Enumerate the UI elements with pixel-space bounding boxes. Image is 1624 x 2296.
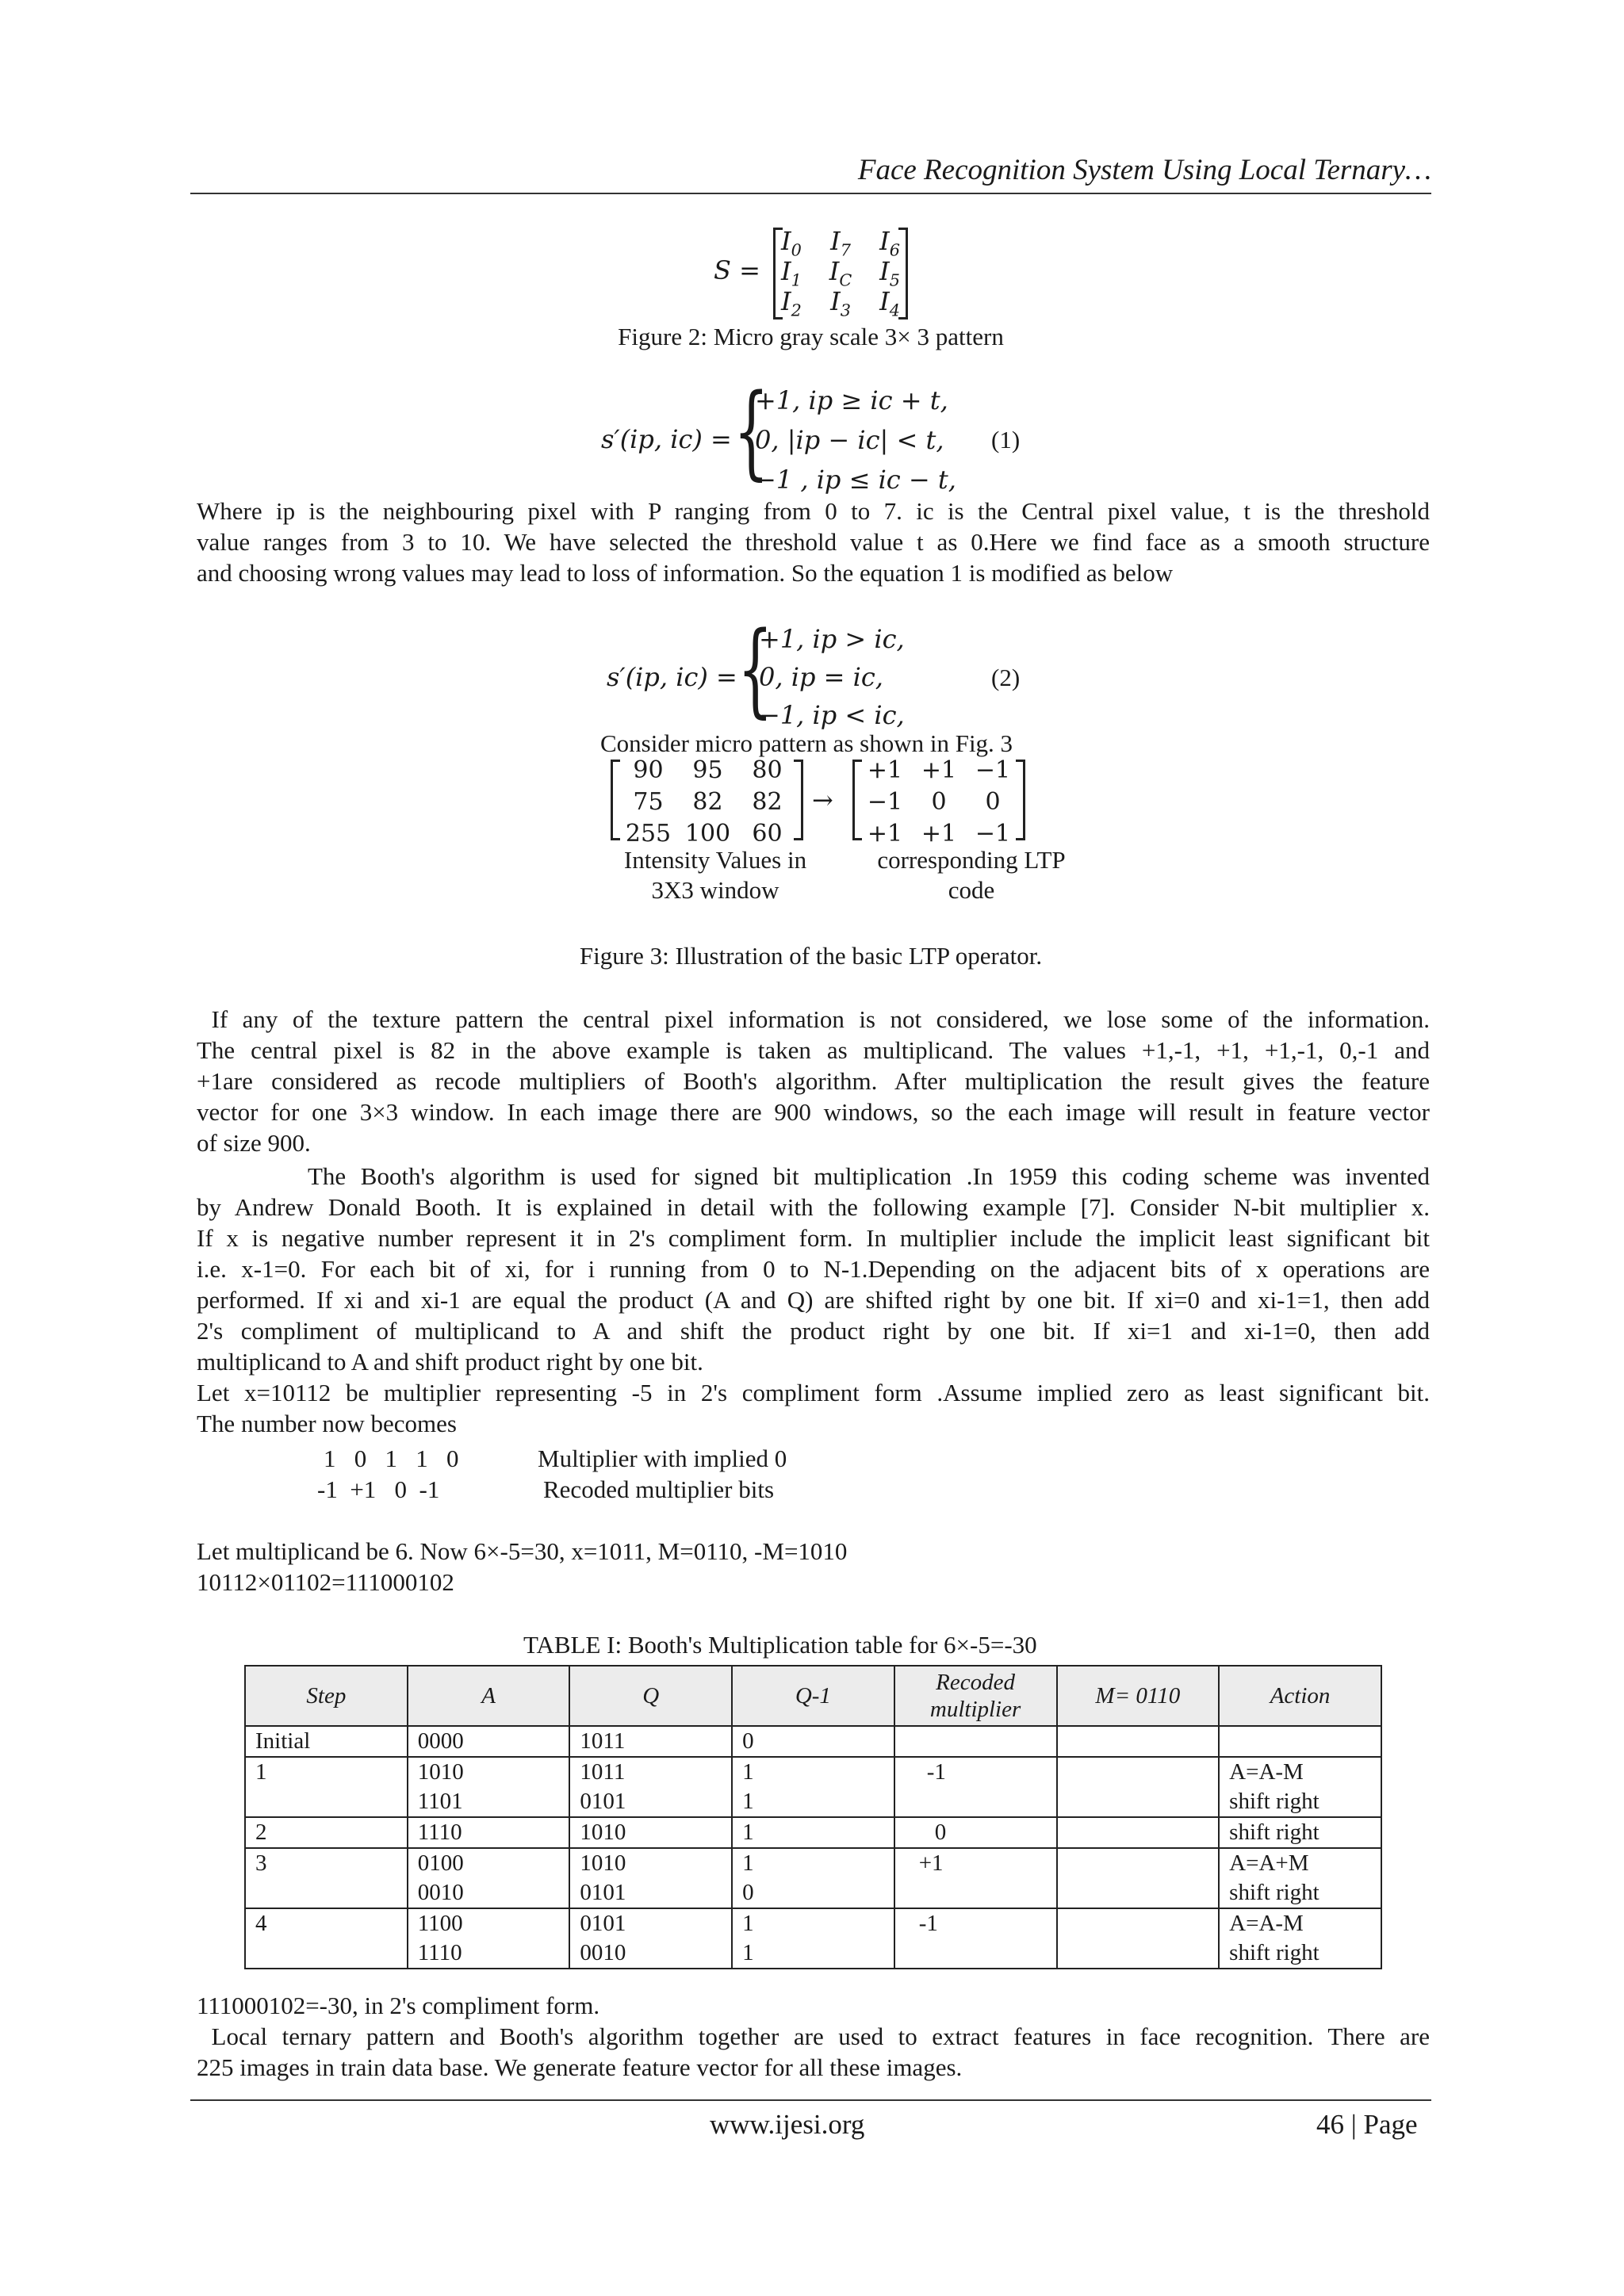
cell-action: shift right [1219, 1817, 1381, 1848]
cell-a: 1010 [408, 1757, 570, 1787]
intensity-cell: 100 [684, 820, 731, 848]
cell-action: shift right [1219, 1938, 1381, 1969]
fig3-caption: Figure 3: Illustration of the basic LTP operator. [579, 942, 1043, 970]
eq2-lhs: s′(ip, ic) = [607, 662, 737, 692]
cell-step: 3 [245, 1848, 408, 1878]
intensity-cell: 90 [633, 756, 664, 784]
para2-line: vector for one 3×3 window. In each image there are 900 windows, so the each image will result in feature vector [197, 1098, 1430, 1126]
col-m-header: M= 0110 [1057, 1666, 1220, 1726]
para2-line: +1are considered as recode multipliers of Booth's algorithm. After multiplication the result gives the feature [197, 1067, 1430, 1095]
cell-action: A=A-M [1219, 1908, 1381, 1938]
para3-line: 2's compliment of multiplicand to A and shift the product right by one bit. If xi=1 and xi-1=0, then add [197, 1317, 1430, 1345]
fig2-cell: $I_7$ [830, 226, 851, 260]
cell-m [1057, 1787, 1220, 1817]
para3-line: i.e. x-1=0. For each bit of xi, for i running from 0 to N-1.Depending on the adjacent bits of x operations are [197, 1255, 1430, 1283]
fig3-intro: Consider micro pattern as shown in Fig. 3 [600, 729, 1013, 757]
col-step-header: Step [245, 1666, 408, 1726]
fig2-cell: $I_5$ [879, 256, 900, 290]
para3-line: If x is negative number represent it in 2's compliment form. In multiplier include the implicit least significant bit [197, 1224, 1430, 1252]
cell-a: 0010 [408, 1878, 570, 1908]
fig3-label-right: code [948, 876, 995, 904]
para5-line: 111000102=-30, in 2's compliment form. [197, 1992, 600, 2019]
intensity-cell: 82 [752, 788, 783, 816]
eq1-case: 0, |ip − ic| < t, [755, 425, 944, 455]
cell-recoded [894, 1787, 1057, 1817]
recode-bits: 1 0 1 1 0 [324, 1445, 459, 1472]
cell-q-1: 0 [732, 1726, 894, 1757]
intensity-cell: 255 [625, 820, 672, 848]
eq2-case: +1, ip > ic, [759, 624, 905, 654]
intensity-cell: 82 [692, 788, 723, 816]
cell-step: 1 [245, 1757, 408, 1787]
cell-q-1: 0 [732, 1878, 894, 1908]
para3 [197, 1161, 1430, 1439]
recode-label: Multiplier with implied 0 [538, 1445, 787, 1472]
table-row [245, 1908, 1381, 1938]
cell-recoded: -1 [894, 1757, 1057, 1787]
cell-m [1057, 1878, 1220, 1908]
table-header-row [245, 1666, 1381, 1726]
fig2-cell: $I_1$ [781, 256, 802, 290]
cell-m [1057, 1817, 1220, 1848]
fig2-lhs: S = [714, 255, 760, 285]
cell-q-1: 1 [732, 1938, 894, 1969]
cell-a: 0100 [408, 1848, 570, 1878]
footer-rule [190, 2099, 1431, 2101]
ltp-cell: +1 [921, 756, 957, 784]
col-q-1-header: Q-1 [732, 1666, 894, 1726]
para2-line: of size 900. [197, 1129, 311, 1157]
cell-a: 1101 [408, 1787, 570, 1817]
cell-q: 0010 [569, 1938, 732, 1969]
fig2-cell: $I_0$ [781, 226, 802, 260]
ltp-cell: +1 [921, 820, 957, 848]
fig2-cell: $I_6$ [879, 226, 900, 260]
fig2-cell: $I_C$ [829, 256, 852, 290]
cell-step: Initial [245, 1726, 408, 1757]
cell-recoded: -1 [894, 1908, 1057, 1938]
cell-m [1057, 1848, 1220, 1878]
cell-recoded: 0 [894, 1817, 1057, 1848]
cell-a: 1110 [408, 1938, 570, 1969]
fig3-label-left: 3X3 window [651, 876, 779, 904]
cell-recoded [894, 1726, 1057, 1757]
cell-q: 1011 [569, 1757, 732, 1787]
cell-q: 1010 [569, 1817, 732, 1848]
cell-recoded: +1 [894, 1848, 1057, 1878]
cell-q-1: 1 [732, 1817, 894, 1848]
cell-a: 0000 [408, 1726, 570, 1757]
fig2-cell: $I_3$ [830, 286, 851, 320]
ltp-cell: 0 [931, 788, 947, 816]
intensity-cell: 95 [692, 756, 723, 784]
cell-q: 0101 [569, 1787, 732, 1817]
cell-action: A=A+M [1219, 1848, 1381, 1878]
arrow-icon: → [812, 785, 833, 815]
cell-m [1057, 1908, 1220, 1938]
cell-step: 4 [245, 1908, 408, 1938]
eq2-case: −1, ip < ic, [759, 700, 905, 730]
para3-line: by Andrew Donald Booth. It is explained in detail with the following example [7]. Consider N-bit multiplier x. [197, 1193, 1430, 1221]
cell-action: shift right [1219, 1787, 1381, 1817]
table-row [245, 1817, 1381, 1848]
fig3-label-left: Intensity Values in [623, 846, 807, 874]
ltp-cell: 0 [985, 788, 1001, 816]
intensity-cell: 60 [752, 820, 783, 848]
eq1-lhs: s′(ip, ic) = [601, 424, 732, 454]
table-row [245, 1878, 1381, 1908]
table-row [245, 1726, 1381, 1757]
cell-m [1057, 1938, 1220, 1969]
cell-recoded [894, 1878, 1057, 1908]
cell-q: 0101 [569, 1908, 732, 1938]
ltp-cell: −1 [975, 820, 1011, 848]
footer-site: www.ijesi.org [710, 2109, 865, 2140]
ltp-cell: +1 [867, 756, 903, 784]
cell-action [1219, 1726, 1381, 1757]
eq1-case: +1, ip ≥ ic + t, [755, 385, 948, 415]
cell-action: A=A-M [1219, 1757, 1381, 1787]
para1-line: and choosing wrong values may lead to loss of information. So the equation 1 is modified as below [197, 559, 1174, 587]
cell-q-1: 1 [732, 1848, 894, 1878]
table-row [245, 1757, 1381, 1787]
ltp-cell: −1 [975, 756, 1011, 784]
col-q-header: Q [569, 1666, 732, 1726]
cell-q-1: 1 [732, 1757, 894, 1787]
table-row [245, 1938, 1381, 1969]
para1-line: Where ip is the neighbouring pixel with P ranging from 0 to 7. ic is the Central pixel value, t is the threshold [197, 497, 1430, 525]
cell-step [245, 1787, 408, 1817]
eq1-case: −1 , ip ≤ ic − t, [755, 465, 956, 495]
para1-line: value ranges from 3 to 10. We have selected the threshold value t as 0.Here we find face as a smooth structure [197, 528, 1430, 556]
para3-line: Let x=10112 be multiplier representing -5 in 2's compliment form .Assume implied zero as least significant bit. [197, 1379, 1430, 1406]
cell-q: 1010 [569, 1848, 732, 1878]
table-row [245, 1848, 1381, 1878]
eq2-number: (2) [991, 664, 1021, 691]
para2-line: The central pixel is 82 in the above example is taken as multiplicand. The values +1,-1, +1, +1,-1, 0,-1 and [197, 1036, 1430, 1064]
fig2-cell: $I_4$ [879, 286, 900, 320]
ltp-cell: −1 [867, 788, 903, 816]
cell-a: 1110 [408, 1817, 570, 1848]
ltp-cell: +1 [867, 820, 903, 848]
cell-a: 1100 [408, 1908, 570, 1938]
para3-line: multiplicand to A and shift product right by one bit. [197, 1348, 703, 1376]
cell-q: 0101 [569, 1878, 732, 1908]
booth-table [244, 1665, 1382, 1969]
cell-step: 2 [245, 1817, 408, 1848]
footer-page-number: 46 | Page [1316, 2109, 1418, 2140]
running-title: Face Recognition System Using Local Ternary… [857, 154, 1431, 186]
cell-q: 1011 [569, 1726, 732, 1757]
para3-line: The number now becomes [197, 1410, 457, 1437]
para5-line: 225 images in train data base. We generate feature vector for all these images. [197, 2053, 963, 2081]
para1 [197, 496, 1430, 588]
cell-m [1057, 1757, 1220, 1787]
recode-bits: -1 +1 0 -1 [317, 1475, 440, 1503]
fig2-cell: $I_2$ [781, 286, 802, 320]
cell-step [245, 1938, 408, 1969]
col-action-header: Action [1219, 1666, 1381, 1726]
eq1-brace: { [733, 373, 769, 491]
cell-recoded [894, 1938, 1057, 1969]
cell-step [245, 1878, 408, 1908]
table-row [245, 1787, 1381, 1817]
para4-line: 10112×01102=111000102 [197, 1568, 454, 1596]
eq1-number: (1) [991, 426, 1021, 453]
cell-q-1: 1 [732, 1908, 894, 1938]
cell-action: shift right [1219, 1878, 1381, 1908]
table-caption: TABLE I: Booth's Multiplication table for 6×-5=-30 [523, 1631, 1037, 1659]
para5-line: Local ternary pattern and Booth's algorithm together are used to extract features in face recognition. There are [197, 2022, 1430, 2050]
para3-line: The Booth's algorithm is used for signed bit multiplication .In 1959 this coding scheme was invented [308, 1162, 1430, 1190]
eq2-brace: { [737, 610, 773, 729]
para2-line: If any of the texture pattern the central pixel information is not considered, we lose some of the information. [197, 1005, 1430, 1033]
intensity-cell: 75 [633, 788, 664, 816]
para2 [197, 1004, 1430, 1158]
header-rule [190, 193, 1431, 194]
para4-line: Let multiplicand be 6. Now 6×-5=30, x=1011, M=0110, -M=1010 [197, 1537, 848, 1565]
col-recoded-header: Recoded multiplier [894, 1666, 1057, 1726]
recode-label: Recoded multiplier bits [543, 1475, 775, 1503]
intensity-cell: 80 [752, 756, 783, 784]
eq2-case: 0, ip = ic, [759, 662, 883, 692]
cell-q-1: 1 [732, 1787, 894, 1817]
col-a-header: A [408, 1666, 570, 1726]
cell-m [1057, 1726, 1220, 1757]
para3-line: performed. If xi and xi-1 are equal the product (A and Q) are shifted right by one bit. If xi=0 and xi-1=1, then add [197, 1286, 1430, 1314]
fig2-caption: Figure 2: Micro gray scale 3× 3 pattern [618, 323, 1004, 350]
fig3-label-right: corresponding LTP [877, 846, 1066, 874]
